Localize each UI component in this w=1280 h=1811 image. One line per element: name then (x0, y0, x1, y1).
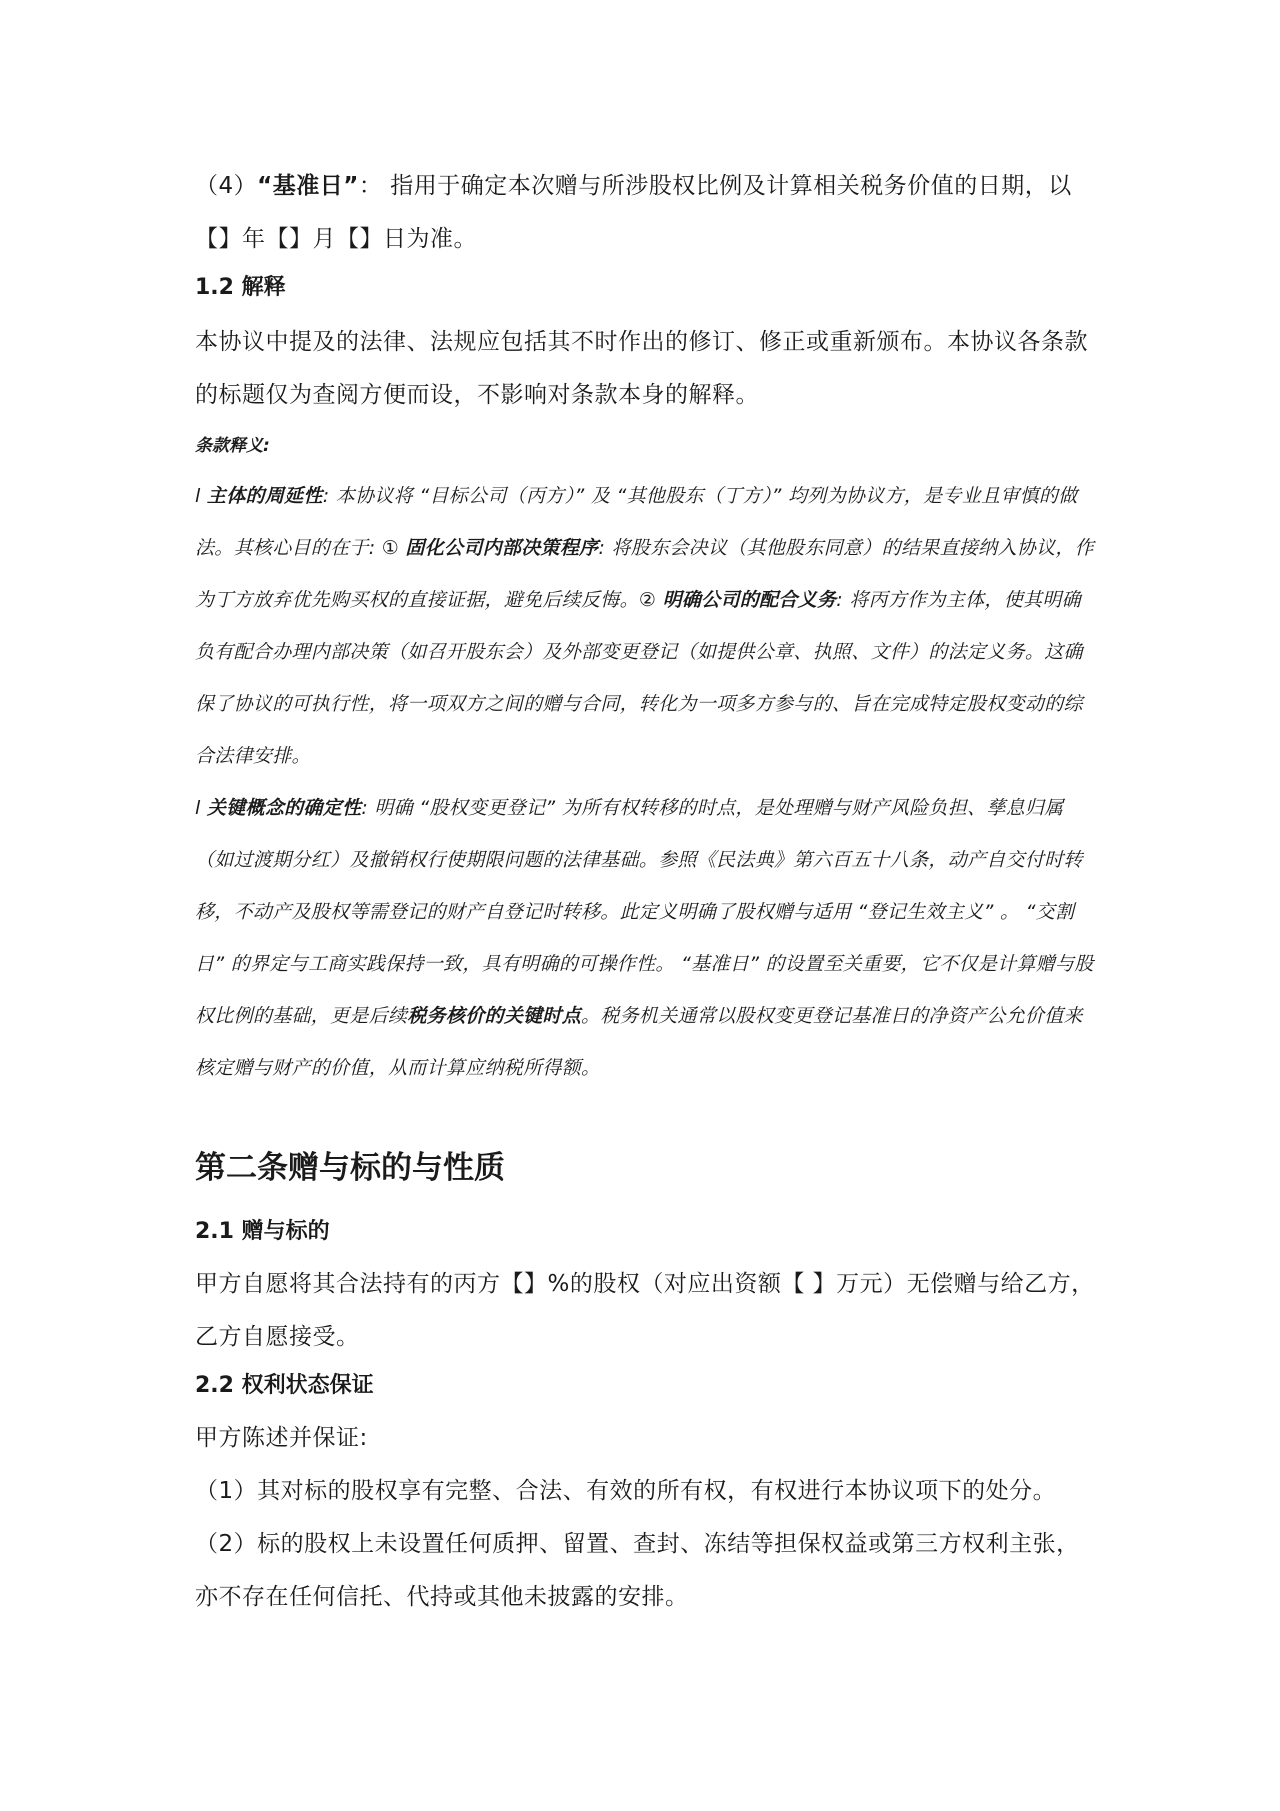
note-1-bold-2: 固化公司内部决策程序 (405, 537, 599, 559)
note-heading: 条款释义: (195, 436, 270, 456)
section-2-1-text: 甲方自愿将其合法持有的丙方【】%的股权（对应出资额【 】万元）无偿赠与给乙方，乙方自愿接受。 (195, 1271, 1095, 1350)
note-2-bold-1: 关键概念的确定性 (206, 797, 362, 819)
warranty-item-1: （1）其对标的股权享有完整、合法、有效的所有权，有权进行本协议项下的处分。 (195, 1478, 1057, 1504)
term-colon: ： (358, 173, 383, 199)
note-bullet: l (195, 797, 207, 819)
note-item-2 (195, 782, 1095, 1094)
section-1-2-text: 本协议中提及的法律、法规应包括其不时作出的修订、修正或重新颁布。本协议各条款的标题仅为查阅方便而设，不影响对条款本身的解释。 (195, 329, 1088, 408)
clause-4-text: 指用于确定本次赠与所涉股权比例及计算相关税务价值的日期，以【】年【】月【】日为准。 (195, 173, 1072, 252)
note-item-1 (195, 470, 1095, 782)
section-2-2-intro: 甲方陈述并保证: (195, 1425, 368, 1451)
note-1-bold-3: 明确公司的配合义务 (662, 589, 837, 611)
note-1-text-3: : 将丙方作为主体，使其明确负有配合办理内部决策（如召开股东会）及外部变更登记（如提供公章、执照、文件）的法定义务。这确保了协议的可执行性，将一项双方之间的赠与合同，转化为一项多方参与的、旨在完成特定股权变动的综合法律安排。 (195, 589, 1083, 767)
document-page (195, 160, 1095, 1624)
clause-4-paragraph (195, 160, 1095, 266)
section-2-2-title: 2.2 权利状态保证 (195, 1373, 374, 1398)
note-2-text-2: 。税务机关通常以股权变更登记基准日的净资产公允价值来核定赠与财产的价值，从而计算应纳税所得额。 (195, 1005, 1083, 1079)
note-1-text-1: : 本协议将 “目标公司（丙方）” 及 “其他股东（丁方）” 均列为协议方，是专业且审慎的做法。其核心目的在于: ① (195, 485, 1078, 559)
clause-number: （4） (195, 173, 258, 199)
note-1-text-2: : 将股东会决议（其他股东同意）的结果直接纳入协议，作为丁方放弃优先购买权的直接证据，避免后续反悔。② (195, 537, 1094, 611)
term-base-date: “基准日” (257, 173, 359, 199)
section-1-2-title: 1.2 解释 (195, 275, 286, 300)
article-2-title: 第二条赠与标的与性质 (195, 1150, 505, 1186)
section-2-1-title: 2.1 赠与标的 (195, 1219, 330, 1244)
note-bullet: l (195, 485, 207, 507)
note-1-bold-1: 主体的周延性 (206, 485, 323, 507)
note-2-text-1: : 明确 “股权变更登记” 为所有权转移的时点，是处理赠与财产风险负担、孳息归属（如过渡期分红）及撤销权行使期限问题的法律基础。参照《民法典》第六百五十八条，动产自交付时转移，不动产及股权等需登记的财产自登记时转移。此定义明确了股权赠与适用 “登记生效主义” 。 “交割日” 的界定与工商实践保持一致，具有明确的可操作性。 “基准日” 的设置至关重要，它不仅是计算赠与股权比例的基础，更是后续 (195, 797, 1094, 1027)
warranty-item-2: （2）标的股权上未设置任何质押、留置、查封、冻结等担保权益或第三方权利主张，亦不存在任何信托、代持或其他未披露的安排。 (195, 1531, 1080, 1610)
note-2-bold-2: 税务核价的关键时点 (407, 1005, 582, 1027)
